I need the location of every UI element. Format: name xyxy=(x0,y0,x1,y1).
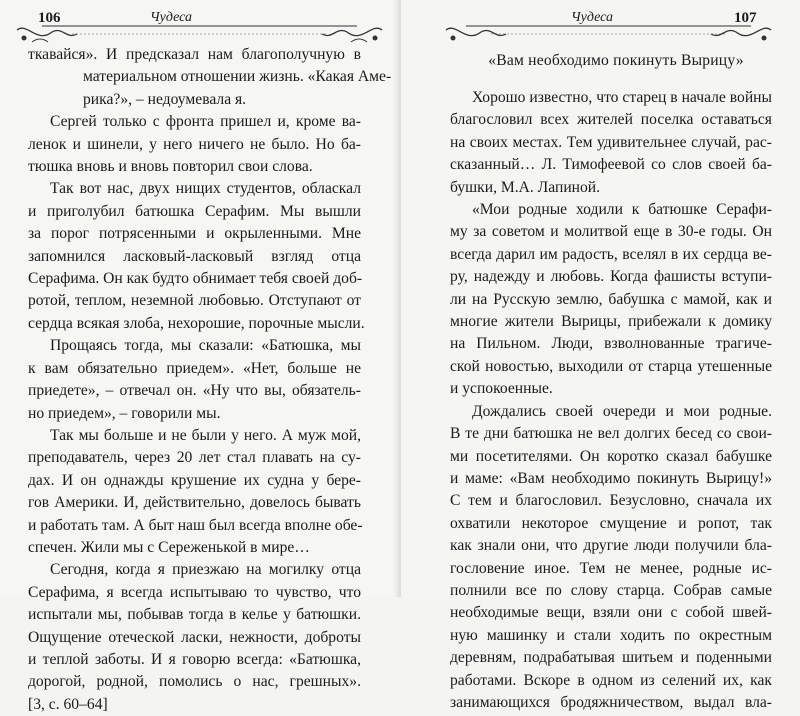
text-line: Серафима, я всегда испытываю то чувство, что xyxy=(28,583,361,601)
page-number: 106 xyxy=(38,10,61,26)
right-page xyxy=(401,0,800,711)
text-line: дах. И он однажды крушение их судна у бере- xyxy=(28,471,361,489)
text-line: бушки, М.А. Лапиной. xyxy=(450,178,601,196)
text-line: Ощущение отеческой ласки, нежности, доброты xyxy=(28,628,361,646)
text-line: всегда дарил им радость, вселял в их сердца ве- xyxy=(450,245,772,263)
text-line: Так вот нас, двух нищих студентов, обласкал xyxy=(50,180,361,198)
text-line: ткавайся». И предсказал нам благополучную в xyxy=(28,46,361,63)
text-line: на Пильном. Люди, взволнованные трагиче- xyxy=(450,335,772,353)
text-line: ли на Русскую землю, бабушка с мамой, как и xyxy=(450,290,772,308)
text-line: на своих местах. Тем удивительнее случай, рас- xyxy=(450,133,772,151)
text-line: как знали они, что другие люди получили бла- xyxy=(450,537,772,555)
text-line: Дождались своей очереди и мои родные. xyxy=(472,402,772,420)
text-line: ленок и шинели, у него ничего не было. Но ба- xyxy=(28,135,361,153)
running-title: Чудеса xyxy=(150,10,192,25)
page-number: 107 xyxy=(734,10,757,26)
text-line: и приголубил батюшка Серафим. Мы вышли xyxy=(28,202,361,220)
text-line: Хорошо известно, что старец в начале войны xyxy=(472,89,772,106)
text-line: дорогой, родной, помолись о нас, грешных». xyxy=(28,673,361,691)
text-line: занимающихся бродяжничеством, выдал вла- xyxy=(450,693,772,711)
text-line: но приедем», – говорили мы. xyxy=(28,404,221,422)
text-line: Прощаясь тогда, мы сказали: «Батюшка, мы xyxy=(50,337,361,355)
text-line: к вам обязательно приедем». «Нет, больше не xyxy=(28,359,361,377)
running-title: Чудеса xyxy=(571,10,613,25)
text-line: работами. Вскоре в одном из селений их, как xyxy=(450,671,772,689)
text-line: ской новостью, выходили от старца утешенные xyxy=(450,357,772,375)
text-line: сердца всякая злоба, нехорошие, порочные мысли. xyxy=(28,314,365,332)
text-line: ру, надежду и любовь. Когда фашисты вступи- xyxy=(450,268,772,286)
text-line: и успокоенные. xyxy=(450,380,553,398)
text-line: В те дни батюшка не вел долгих бесед со свои- xyxy=(450,425,772,443)
text-line: приедете», – отвечал он. «Ну что вы, обязатель- xyxy=(28,382,361,400)
text-line: и работать там. А быт наш был всегда вполне обе- xyxy=(28,516,363,534)
text-line: охватили некоторое смущение и ропот, так xyxy=(450,514,772,532)
text-line: тюшка вновь и вновь повторил свои слова. xyxy=(28,158,313,176)
text-line: полнили все по слову старца. Собрав самые xyxy=(450,581,772,599)
text-line: деревням, подрабатывая шитьем и поденными xyxy=(450,649,772,667)
text-line: Сергей только с фронта пришел и, кроме ва- xyxy=(50,113,361,131)
text-line: и маме: «Вам необходимо покинуть Вырицу!» xyxy=(450,469,772,487)
text-line: материальном отношении жизнь. «Какая Аме- xyxy=(83,68,392,86)
text-line: запомнился ласковый-ласковый взгляд отца xyxy=(28,247,361,265)
text-line: рика?», – недоумевала я. xyxy=(83,90,247,108)
text-line: спечен. Жили мы с Сереженькой в мире… xyxy=(28,538,310,556)
text-line: С тем и благословил. Безусловно, сначала их xyxy=(450,492,772,510)
text-line: Так мы больше и не были у него. А муж мой, xyxy=(50,426,361,444)
text-line: ми посетителями. Он коротко сказал бабушке xyxy=(450,447,772,465)
text-line: ротой, теплом, неземной любовью. Отступают от xyxy=(28,292,361,310)
header-ornament xyxy=(12,22,387,44)
text-line: му за советом и молитвой еще в 30-е годы. Он xyxy=(450,223,772,241)
text-line: Сегодня, когда я приезжаю на могилку отца xyxy=(50,561,361,579)
text-line: Серафима. Он как будто обнимает тебя своей доб- xyxy=(28,270,363,288)
left-body-text xyxy=(28,44,392,716)
section-subtitle: «Вам необходимо покинуть Вырицу» xyxy=(488,52,744,69)
text-line: гословение иное. Тем не менее, родные ис- xyxy=(450,559,772,577)
right-body-text xyxy=(450,87,772,714)
text-line: сказанный… Л. Тимофеевой со слов своей ба- xyxy=(450,156,772,174)
text-line: гов Америки. И, действительно, довелось бывать xyxy=(28,494,361,512)
text-line: многие жители Вырицы, прибежали к домику xyxy=(450,313,772,331)
text-line: и теплой заботы. И я говорю всегда: «Батюшка, xyxy=(28,650,361,668)
citation: [3, с. 60–64] xyxy=(28,695,108,713)
text-line: испытали мы, побывав тогда в келье у батюшки. xyxy=(28,606,361,624)
left-page xyxy=(0,0,399,713)
text-line: благословил всех жителей поселка оставаться xyxy=(450,111,772,129)
text-line: ную машинку и стали ходить по окрестным xyxy=(450,626,772,644)
text-line: преподаватель, через 20 лет стал плавать на су- xyxy=(28,449,361,467)
text-line: за порог потрясенными и окрыленными. Мне xyxy=(28,225,361,243)
text-line: необходимые вещи, взяли они с собой швей- xyxy=(450,604,772,622)
text-line: «Мои родные ходили к батюшке Серафи- xyxy=(472,201,772,219)
header-ornament xyxy=(441,22,776,44)
